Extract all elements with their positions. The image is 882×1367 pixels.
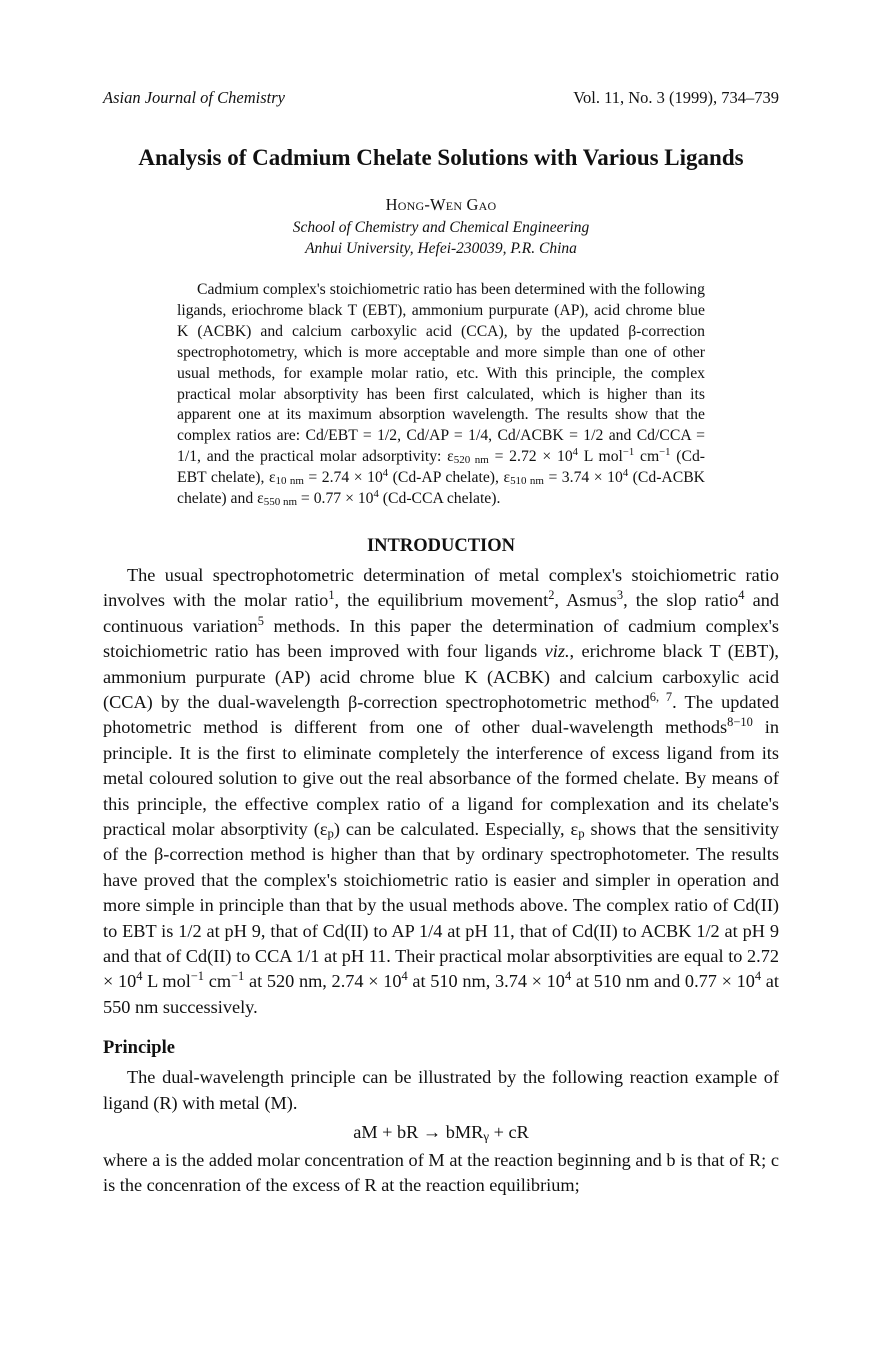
affiliation-line-1: School of Chemistry and Chemical Engineering bbox=[292, 219, 590, 236]
intro-text: methods. In this paper the determination of cadmium complex's stoichiometric ratio has been improved with four ligands bbox=[103, 615, 779, 662]
eps3-subscript: 510 nm bbox=[510, 475, 544, 488]
paper-title: Analysis of Cadmium Chelate Solutions with Various Ligands bbox=[138, 145, 744, 170]
eps1-tail: (Cd-EBT chelate), bbox=[177, 448, 706, 487]
unit-l-mol: L mol bbox=[583, 448, 623, 466]
abstract-text: Cadmium complex's stoichiometric ratio has been determined with the following ligands, eriochrome black T (EBT), ammonium purpurate (AP), acid chrome blue K (ACBK) and calcium carboxylic acid (CCA), by the updated β-correction spectrophotometry, which is more acceptable and more simple than one of other usual methods, for example molar ratio, etc. With this principle, the complex practical molar absorptivity has been first calculated, which is higher than its apparent one at its maximum absorption wavelength. The results show that the complex ratios are: Cd/EBT = 1/2, Cd/AP = 1/4, Cd/ACBK = 1/2 and Cd/CCA = 1/1, and the practical molar adsorptivity: bbox=[177, 281, 705, 466]
eps1-value: = 2.72 × 10 bbox=[494, 448, 573, 466]
eps2-subscript: 10 nm bbox=[275, 475, 304, 488]
intro-text: , the slop ratio bbox=[623, 590, 739, 611]
abstract bbox=[177, 280, 705, 510]
unit-cm: cm bbox=[640, 448, 660, 466]
intro-text: in principle. It is the first to eliminate completely the interference of excess ligand from its metal coloured solution to give out the real absorbance of the formed chelate. By means of this principle, the effective complex ratio of a ligand for complexation and its chelate's practical molar absorptivity (ε bbox=[103, 717, 779, 840]
citation-ref: 2 bbox=[548, 588, 555, 603]
eps-p-subscript: p bbox=[578, 826, 585, 841]
intro-text: at 510 nm and 0.77 × 10 bbox=[571, 971, 755, 992]
intro-text: , erichrome black T (EBT), ammonium purpurate (AP) acid chrome blue K (ACBK) and calcium carboxylic acid (CCA) by the dual-wavelength β-correction spectrophotometric method bbox=[103, 641, 779, 712]
eps4-subscript: 550 nm bbox=[263, 496, 297, 509]
equation-right: + cR bbox=[489, 1122, 529, 1143]
introduction-heading: INTRODUCTION bbox=[366, 535, 516, 556]
intro-text: , Asmus bbox=[554, 590, 617, 611]
exponent: 4 bbox=[754, 969, 762, 984]
unit-cm-exponent: −1 bbox=[659, 446, 671, 459]
running-header bbox=[103, 88, 779, 118]
introduction-paragraph bbox=[103, 563, 779, 1020]
eps3-exponent: 4 bbox=[622, 467, 629, 480]
principle-text: The dual-wavelength principle can be illustrated by the following reaction example of ligand (R) with metal (M). bbox=[103, 1067, 779, 1113]
intro-text: at 510 nm, 3.74 × 10 bbox=[407, 971, 565, 992]
paper-page bbox=[103, 88, 779, 1198]
intro-text: , the equilibrium movement bbox=[334, 590, 549, 611]
eps3-tail: (Cd-ACBK chelate) and bbox=[177, 469, 706, 508]
intro-text: and continuous variation bbox=[103, 590, 779, 636]
citation-ref: 6, 7 bbox=[649, 690, 673, 705]
eps4-value: = 0.77 × 10 bbox=[300, 490, 374, 508]
intro-text: shows that the sensitivity of the β-correction method is higher than that by ordinary spectrophotometer. The results have proved that the complex's stoichiometric ratio is easier and simpler in operation and more simple in principle than that by the usual methods above. The complex ratio of Cd(II) to EBT is 1/2 at pH 9, that of Cd(II) to AP 1/4 at pH 11, that of Cd(II) to ACBK 1/2 at pH 9 and that of Cd(II) to CCA 1/1 at pH 11. Their practical molar absorptivities are equal to 2.72 × 10 bbox=[103, 819, 779, 992]
eps2-exponent: 4 bbox=[382, 467, 389, 480]
intro-text: . The updated photometric method is different from one of other dual-wavelength methods bbox=[103, 692, 779, 738]
citation-ref: 5 bbox=[257, 613, 264, 628]
unit-l-exponent: −1 bbox=[622, 446, 635, 459]
exponent: 4 bbox=[564, 969, 572, 984]
citation-ref: 4 bbox=[738, 588, 745, 603]
principle-heading: Principle bbox=[103, 1038, 175, 1059]
journal-name: Asian Journal of Chemistry bbox=[103, 88, 285, 107]
eps4-exponent: 4 bbox=[373, 488, 379, 501]
eps-symbol: ε bbox=[503, 469, 511, 487]
intro-text: at 520 nm, 2.74 × 10 bbox=[244, 971, 402, 992]
eps-symbol: ε bbox=[268, 469, 276, 487]
eps-symbol: ε bbox=[447, 448, 454, 466]
exponent: −1 bbox=[190, 969, 205, 984]
eps4-tail: (Cd-CCA chelate). bbox=[382, 490, 501, 508]
eps-symbol: ε bbox=[257, 490, 264, 508]
intro-text: cm bbox=[204, 971, 232, 992]
citation-ref: 3 bbox=[616, 588, 624, 603]
affiliation bbox=[103, 217, 779, 259]
intro-text: at 550 nm successively. bbox=[103, 971, 779, 1017]
eps1-exponent: 4 bbox=[572, 446, 578, 459]
intro-text: The usual spectrophotometric determination of metal complex's stoichiometric ratio involves with the molar ratio bbox=[103, 564, 779, 611]
citation-ref: 8−10 bbox=[727, 715, 753, 730]
eps1-subscript: 520 nm bbox=[453, 454, 489, 467]
equation-subscript: γ bbox=[483, 1129, 490, 1144]
eps-p-subscript: p bbox=[327, 826, 334, 841]
principle-paragraph-1 bbox=[103, 1065, 779, 1116]
eps2-tail: (Cd-AP chelate), bbox=[392, 469, 499, 487]
exponent: 4 bbox=[401, 969, 408, 984]
reaction-equation bbox=[103, 1120, 779, 1145]
affiliation-line-2: Anhui University, Hefei-230039, P.R. China bbox=[305, 240, 577, 257]
intro-italic-viz: viz. bbox=[544, 641, 570, 662]
exponent: 4 bbox=[136, 969, 143, 984]
principle-paragraph-2: where a is the added molar concentration of M at the reaction beginning and b is that of R; c is the concenration of the excess of R at the reaction equilibrium; bbox=[103, 1149, 779, 1195]
equation-left: aM + bR → bMR bbox=[353, 1122, 484, 1143]
intro-text: L mol bbox=[142, 971, 191, 992]
intro-text: ) can be calculated. Especially, ε bbox=[333, 819, 579, 840]
citation-ref: 1 bbox=[328, 588, 335, 603]
volume-info: Vol. 11, No. 3 (1999), 734–739 bbox=[573, 88, 779, 107]
exponent: −1 bbox=[231, 969, 245, 984]
eps3-value: = 3.74 × 10 bbox=[548, 469, 623, 487]
eps2-value: = 2.74 × 10 bbox=[308, 469, 383, 487]
author-name: Hong-Wen Gao bbox=[385, 195, 497, 214]
